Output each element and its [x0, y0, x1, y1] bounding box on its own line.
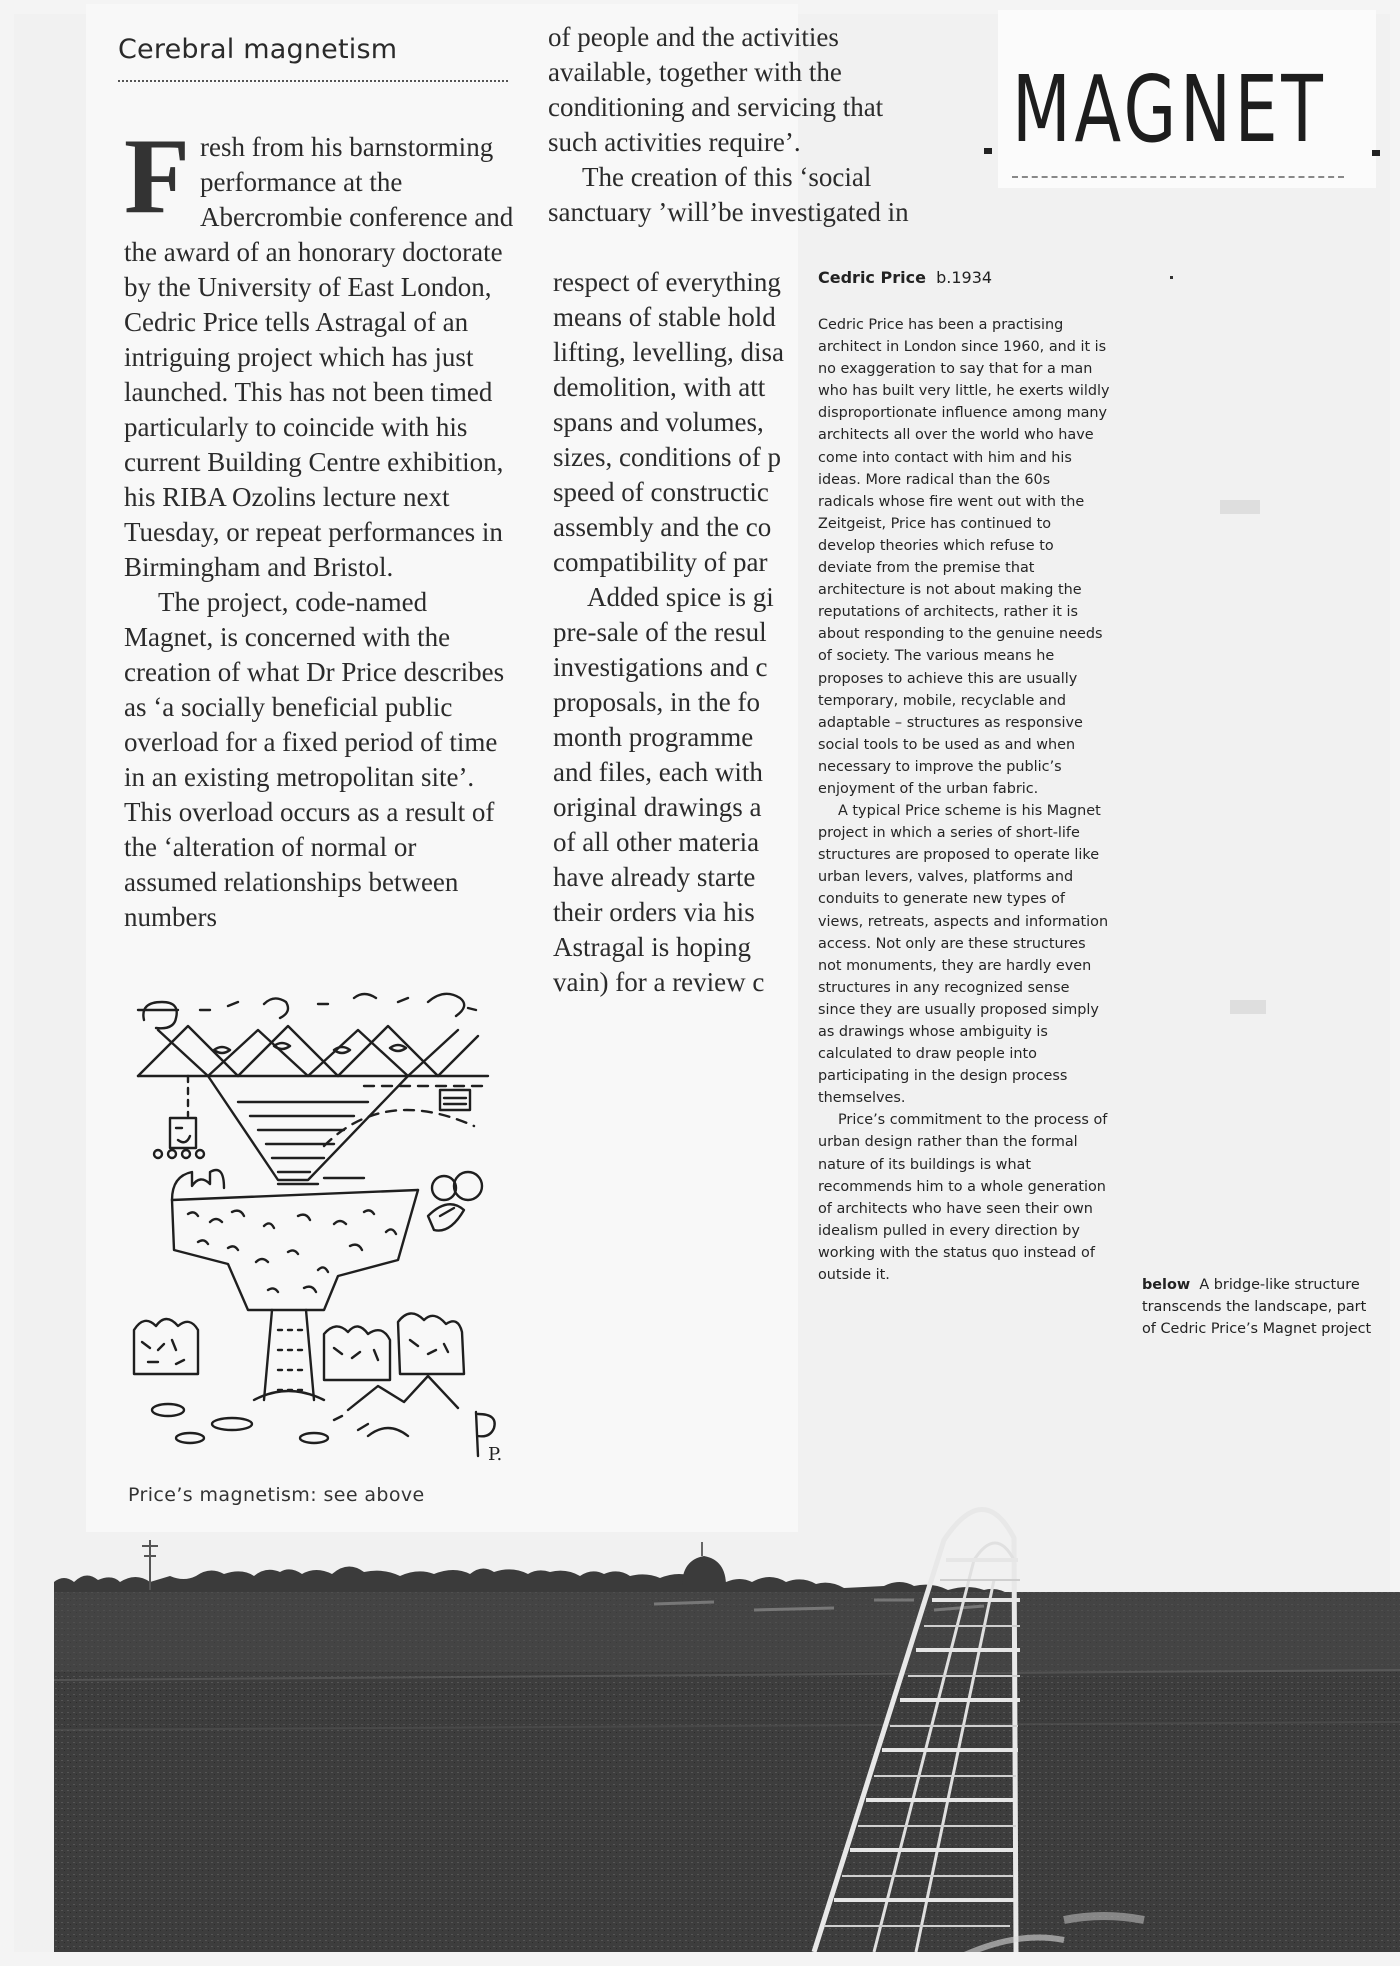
- magnet-sketch: [128, 990, 508, 1470]
- article-heading: Cerebral magnetism: [118, 34, 398, 65]
- cut-line: Added spice is gi: [587, 582, 774, 612]
- cut-line: means of stable hold: [553, 302, 776, 332]
- drop-cap: F: [124, 117, 190, 236]
- article-column-2-cut: [553, 265, 789, 1000]
- cut-line: vain) for a review c: [553, 967, 765, 997]
- bio-paragraph-3: Price’s commitment to the process of urban design rather than the formal nature of its buildings is what recommends him to a whole generation of architects who have seen their own idealism pulled in every direction by working with the status quo instead of outside it.: [818, 1112, 1108, 1284]
- article-paragraph-4: The creation of this ‘social sanctuary ’will’be investigated in: [548, 162, 909, 227]
- heading-rule: [118, 80, 508, 82]
- scan-speck: [1230, 1000, 1266, 1014]
- cut-line: assembly and the co: [553, 512, 772, 542]
- cut-line: sizes, conditions of p: [553, 442, 781, 472]
- article-paragraph-3: of people and the activities available, together with the conditioning and servicing that such activities require’.: [548, 22, 884, 157]
- bio-text: [818, 314, 1110, 1286]
- cut-line: compatibility of par: [553, 547, 768, 577]
- cut-line: and files, each with: [553, 757, 763, 787]
- cut-line: month programme: [553, 722, 754, 752]
- article-column-2-top: [548, 20, 938, 230]
- article-paragraph-1: resh from his barnstorming performance at the Abercrombie conference and the award of an honorary doctorate by the University of East London, Cedric Price tells Astragal of an intriguing project which has just launched. This has not been timed particularly to coincide with his current Building Centre exhibition, his RIBA Ozolins lecture next Tuesday, or repeat performances in Birmingham and Bristol.: [124, 132, 514, 582]
- cut-line: investigations and c: [553, 652, 768, 682]
- scan-speck: [1170, 276, 1173, 279]
- sketch-caption: Price’s magnetism: see above: [128, 1484, 425, 1506]
- sketch-signature: P.: [488, 1444, 503, 1465]
- bio-born: b.1934: [936, 268, 993, 287]
- scan-speck: [1220, 500, 1260, 514]
- label-mark-left: [984, 148, 992, 154]
- cut-line: have already starte: [553, 862, 756, 892]
- cut-line: speed of constructic: [553, 477, 769, 507]
- article-column-1: [124, 117, 516, 935]
- photo-caption-text: A bridge-like structure transcends the landscape, part of Cedric Price’s Magnet project: [1142, 1277, 1372, 1337]
- cut-line: their orders via his: [553, 897, 755, 927]
- bio-name: Cedric Price: [818, 268, 926, 287]
- label-mark-right: [1372, 150, 1380, 156]
- landscape-photo: [54, 1500, 1400, 1952]
- article-paragraph-2: The project, code-named Magnet, is concerned with the creation of what Dr Price describes as ‘a socially beneficial public overload for a fixed period of time in an existing metropolitan site’. This overload occurs as a result of the ‘alteration of normal or assumed relationships between numbers: [124, 587, 505, 932]
- label-rule: [1012, 176, 1344, 178]
- cut-line: lifting, levelling, disa: [553, 337, 784, 367]
- cut-line: proposals, in the fo: [553, 687, 760, 717]
- photo-caption: [1142, 1274, 1382, 1340]
- cut-line: Astragal is hoping: [553, 932, 751, 962]
- cut-line: of all other materia: [553, 827, 760, 857]
- bio-heading: [818, 268, 992, 287]
- cut-line: pre-sale of the resul: [553, 617, 767, 647]
- photo-caption-lead: below: [1142, 1277, 1191, 1293]
- cut-line: demolition, with att: [553, 372, 766, 402]
- bio-paragraph-2: A typical Price scheme is his Magnet project in which a series of short-life structures are proposed to operate like urban levers, valves, platforms and conduits to generate new types of views, retreats, aspects and information access. Not only are these structures not monuments, they are hardly even structures in any recognized sense since they are usually proposed simply as drawings whose ambiguity is calculated to draw people into participating in the design process themselves.: [818, 803, 1109, 1107]
- cut-line: spans and volumes,: [553, 407, 764, 437]
- cut-line: original drawings a: [553, 792, 762, 822]
- bio-paragraph-1: Cedric Price has been a practising architect in London since 1960, and it is no exaggeration to say that for a man who has built very little, he exerts wildly disproportionate influence among many architects all over the world who have come into contact with him and his ideas. More radical than the 60s radicals whose fire went out with the Zeitgeist, Price has continued to develop theories which refuse to deviate from the premise that architecture is not about making the reputations of architects, rather it is about responding to the genuine needs of society. The various means he proposes to achieve this are usually temporary, mobile, recyclable and adaptable – structures as responsive social tools to be used as and when necessary to improve the public’s enjoyment of the urban fabric.: [818, 317, 1110, 797]
- magnet-label: MAGNET: [1012, 56, 1327, 163]
- cut-line: respect of everything: [553, 267, 781, 297]
